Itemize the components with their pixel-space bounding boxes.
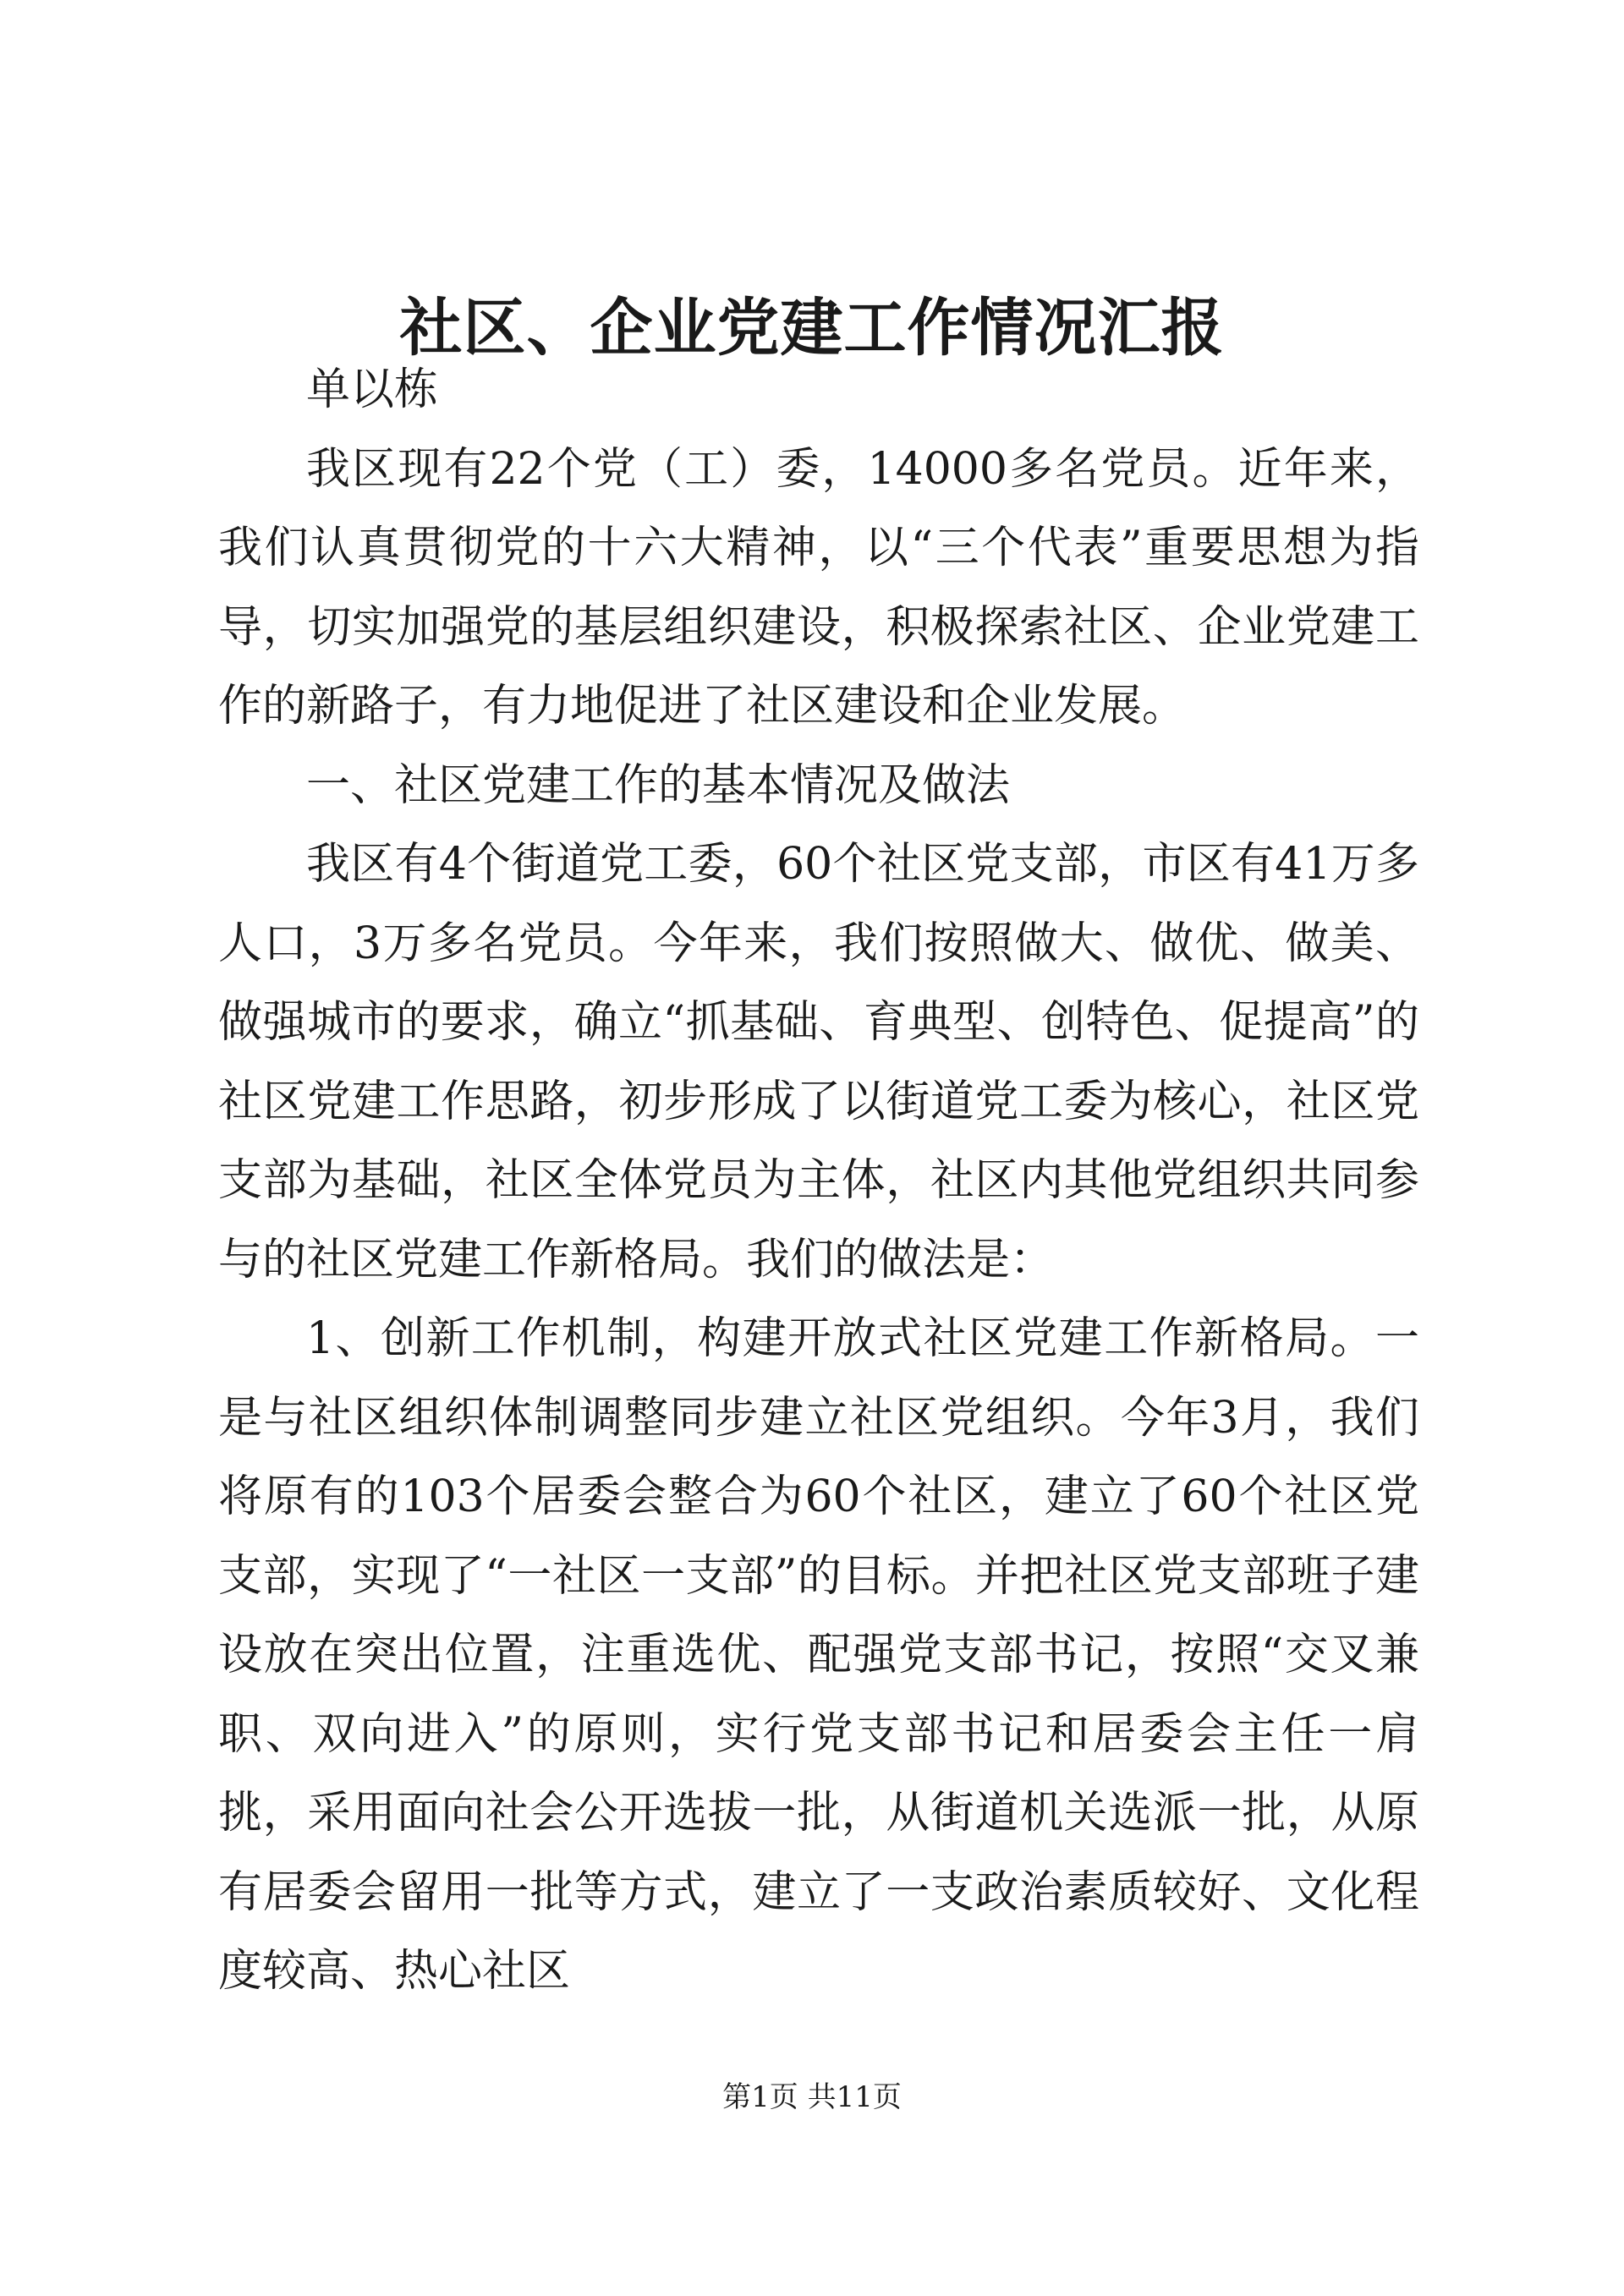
- document-title: 社区、企业党建工作情况汇报: [399, 292, 1225, 364]
- paragraph-mechanism: 1、创新工作机制，构建开放式社区党建工作新格局。一是与社区组织体制调整同步建立社区党组织。今年3月，我们将原有的103个居委会整合为60个社区，建立了60个社区党支部，实现了“一社区一支部”的目标。并把社区党支部班子建设放在突出位置，注重选优、配强党支部书记，按照“交叉兼职、双向进入”的原则，实行党支部书记和居委会主任一肩挑，采用面向社会公开选拔一批，从街道机关选派一批，从原有居委会留用一批等方式，建立了一支政治素质较好、文化程度较高、热心社区: [218, 1313, 1419, 1997]
- section-heading-1: 一、社区党建工作的基本情况及做法: [306, 759, 1011, 811]
- paragraph-community-overview: 我区有4个街道党工委，60个社区党支部，市区有41万多人口，3万多名党员。今年来，我们按照做大、做优、做美、做强城市的要求，确立“抓基础、育典型、创特色、促提高”的社区党建工作思路，初步形成了以街道党工委为核心，社区党支部为基础，社区全体党员为主体，社区内其他党组织共同参与的社区党建工作新格局。我们的做法是：: [218, 839, 1419, 1285]
- page-number-footer: 第1页 共11页: [722, 2080, 902, 2114]
- document-body: [218, 351, 1419, 2012]
- author-line: 单以栋: [306, 364, 439, 415]
- paragraph-intro: 我区现有22个党（工）委，14000多名党员。近年来，我们认真贯彻党的十六大精神，以“三个代表”重要思想为指导，切实加强党的基层组织建设，积极探索社区、企业党建工作的新路子，有力地促进了社区建设和企业发展。: [218, 443, 1419, 732]
